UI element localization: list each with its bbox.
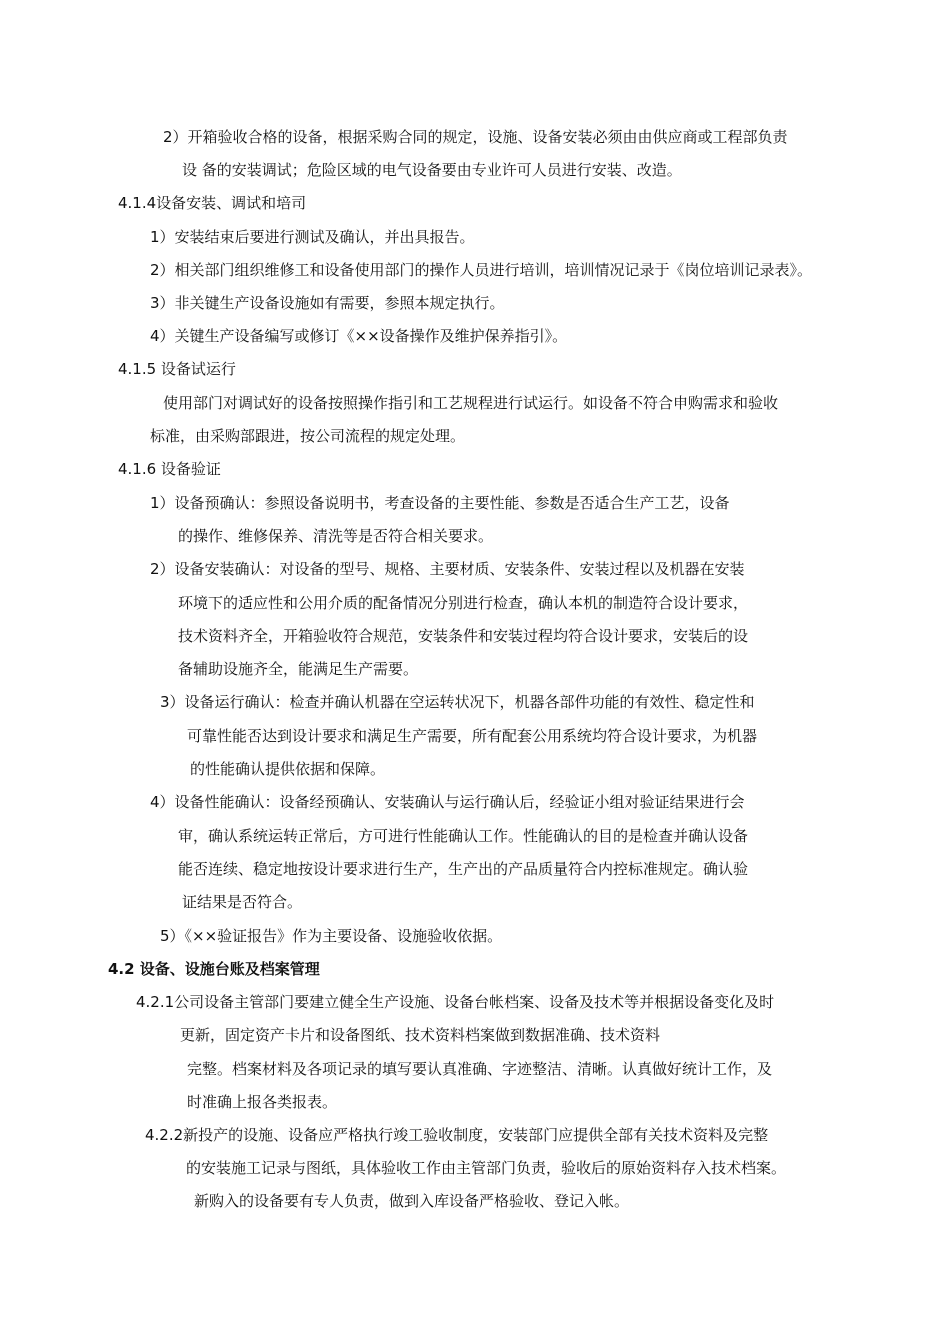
text-line: 4）设备性能确认：设备经预确认、安装确认与运行确认后，经验证小组对验证结果进行会 [150, 793, 745, 811]
text-line: 3）非关键生产设备设施如有需要，参照本规定执行。 [150, 294, 505, 312]
text-line: 更新，固定资产卡片和设备图纸、技术资料档案做到数据准确、技术资料 [180, 1026, 661, 1044]
section-heading: 4.1.5 设备试运行 [118, 360, 236, 378]
text-line: 4）关键生产设备编写或修订《××设备操作及维护保养指引》。 [150, 327, 568, 345]
text-line: 的性能确认提供依据和保障。 [190, 760, 386, 778]
text-line: 环境下的适应性和公用介质的配备情况分别进行检查，确认本机的制造符合设计要求， [178, 594, 749, 612]
text-line: 设 备的安装调试；危险区域的电气设备要由专业许可人员进行安装、改造。 [182, 161, 682, 179]
text-line: 4.2.2新投产的设施、设备应严格执行竣工验收制度，安装部门应提供全部有关技术资料及完整 [145, 1126, 769, 1144]
text-line: 的操作、维修保养、清洗等是否符合相关要求。 [178, 527, 494, 545]
text-line: 的安装施工记录与图纸，具体验收工作由主管部门负责，验收后的原始资料存入技术档案。 [186, 1159, 787, 1177]
text-line: 审，确认系统运转正常后，方可进行性能确认工作。性能确认的目的是检查并确认设备 [178, 827, 749, 845]
section-heading: 4.2 设备、设施台账及档案管理 [108, 960, 320, 978]
text-line: 1）安装结束后要进行测试及确认，并出具报告。 [150, 228, 475, 246]
text-line: 可靠性能否达到设计要求和满足生产需要，所有配套公用系统均符合设计要求，为机器 [187, 727, 758, 745]
section-heading: 4.1.6 设备验证 [118, 460, 221, 478]
text-line: 3）设备运行确认：检查并确认机器在空运转状况下，机器各部件功能的有效性、稳定性和 [160, 693, 755, 711]
text-line: 1）设备预确认：参照设备说明书，考查设备的主要性能、参数是否适合生产工艺，设备 [150, 494, 730, 512]
text-line: 5）《××验证报告》作为主要设备、设施验收依据。 [160, 927, 503, 945]
text-line: 2）开箱验收合格的设备，根据采购合同的规定，设施、设备安装必须由由供应商或工程部负责 [163, 128, 788, 146]
text-line: 备辅助设施齐全，能满足生产需要。 [178, 660, 419, 678]
text-line: 新购入的设备要有专人负责，做到入库设备严格验收、登记入帐。 [194, 1192, 630, 1210]
text-line: 使用部门对调试好的设备按照操作指引和工艺规程进行试运行。如设备不符合申购需求和验收 [163, 394, 779, 412]
text-line: 时准确上报各类报表。 [187, 1093, 338, 1111]
text-line: 4.2.1公司设备主管部门要建立健全生产设施、设备台帐档案、设备及技术等并根据设备变化及时 [136, 993, 775, 1011]
section-heading: 4.1.4设备安装、调试和培司 [118, 194, 307, 212]
text-line: 2）设备安装确认：对设备的型号、规格、主要材质、安装条件、安装过程以及机器在安装 [150, 560, 745, 578]
text-line: 2）相关部门组织维修工和设备使用部门的操作人员进行培训，培训情况记录于《岗位培训记录表》。 [150, 261, 813, 279]
text-line: 能否连续、稳定地按设计要求进行生产，生产出的产品质量符合内控标准规定。确认验 [178, 860, 749, 878]
text-line: 证结果是否符合。 [182, 893, 303, 911]
text-line: 标准，由采购部跟进，按公司流程的规定处理。 [150, 427, 466, 445]
text-line: 技术资料齐全，开箱验收符合规范，安装条件和安装过程均符合设计要求，安装后的设 [178, 627, 749, 645]
text-line: 完整。档案材料及各项记录的填写要认真准确、字迹整洁、清晰。认真做好统计工作，及 [187, 1060, 773, 1078]
